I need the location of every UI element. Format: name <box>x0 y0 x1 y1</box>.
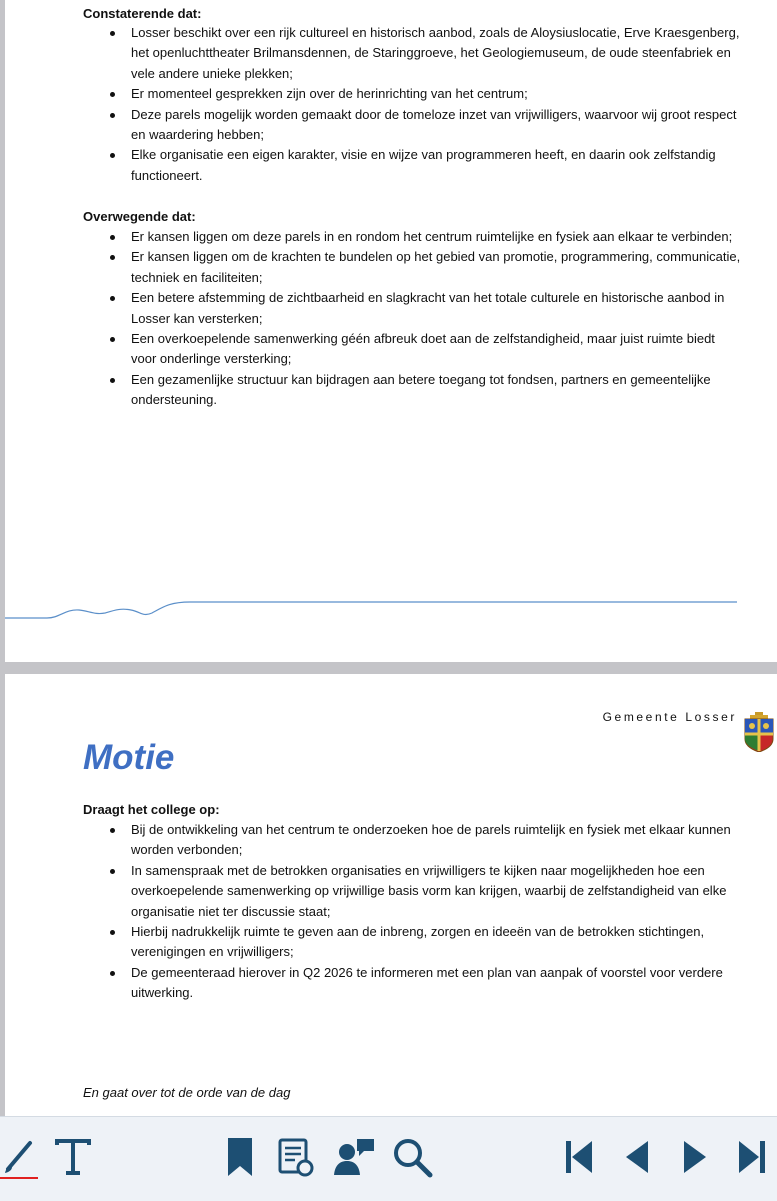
list-item: Deze parels mogelijk worden gemaakt door de tomeloze inzet van vrijwilligers, waarvoor wij groot respect en waardering hebben; <box>83 105 743 146</box>
search-icon[interactable] <box>390 1135 434 1181</box>
text-icon[interactable] <box>52 1135 96 1181</box>
list-item: Hierbij nadrukkelijk ruimte te geven aan de inbreng, zorgen en ideeën van de betrokken stichtingen, verenigingen en vrijwilligers; <box>83 922 743 963</box>
heading-draagt: Draagt het college op: <box>83 802 220 817</box>
notes-icon[interactable] <box>274 1135 318 1181</box>
document-page-2 <box>5 674 777 1116</box>
list-item: Er momenteel gesprekken zijn over de herinrichting van het centrum; <box>83 84 743 104</box>
constaterende-list <box>83 23 743 186</box>
next-page-icon[interactable] <box>676 1135 720 1181</box>
previous-page-icon[interactable] <box>618 1135 662 1181</box>
list-item: Een betere afstemming de zichtbaarheid en slagkracht van het totale culturele en historische aanbod in Losser kan versterken; <box>83 288 743 329</box>
overwegende-list <box>83 227 743 411</box>
org-name: Gemeente Losser <box>602 710 737 724</box>
list-item: Er kansen liggen om deze parels in en rondom het centrum ruimtelijke en fysiek aan elkaar te verbinden; <box>83 227 743 247</box>
draagt-list <box>83 820 743 1004</box>
coat-of-arms-icon <box>743 712 775 752</box>
bottom-toolbar <box>0 1116 777 1201</box>
list-item: Bij de ontwikkeling van het centrum te onderzoeken hoe de parels ruimtelijk en fysiek met elkaar kunnen worden verbonden; <box>83 820 743 861</box>
closing-line: En gaat over tot de orde van de dag <box>83 1085 291 1100</box>
list-item: Een gezamenlijke structuur kan bijdragen aan betere toegang tot fondsen, partners en gemeentelijke ondersteuning. <box>83 370 743 411</box>
document-page-1 <box>5 0 777 662</box>
list-item: De gemeenteraad hierover in Q2 2026 te informeren met een plan van aanpak of voorstel voor verdere uitwerking. <box>83 963 743 1004</box>
footer-wave-line <box>5 596 745 626</box>
heading-overwegende: Overwegende dat: <box>83 209 196 224</box>
list-item: Er kansen liggen om de krachten te bundelen op het gebied van promotie, programmering, communicatie, techniek en faciliteiten; <box>83 247 743 288</box>
list-item: Een overkoepelende samenwerking géén afbreuk doet aan de zelfstandigheid, maar juist ruimte biedt voor onderlinge versterking; <box>83 329 743 370</box>
first-page-icon[interactable] <box>560 1135 604 1181</box>
document-title: Motie <box>83 738 175 777</box>
pen-icon[interactable] <box>0 1135 44 1181</box>
last-page-icon[interactable] <box>733 1135 777 1181</box>
user-comment-icon[interactable] <box>332 1135 376 1181</box>
bookmark-icon[interactable] <box>218 1135 262 1181</box>
list-item: Elke organisatie een eigen karakter, visie en wijze van programmeren heeft, en daarin ook zelfstandig functioneert. <box>83 145 743 186</box>
heading-constaterende: Constaterende dat: <box>83 6 202 21</box>
list-item: In samenspraak met de betrokken organisaties en vrijwilligers te kijken naar mogelijkheden hoe een overkoepelende samenwerking op vrijwillige basis vorm kan krijgen, waarbij de zelfstandigheid van elke organisatie niet ter discussie staat; <box>83 861 743 922</box>
list-item: Losser beschikt over een rijk cultureel en historisch aanbod, zoals de Aloysiuslocatie, Erve Kraesgenberg, het openluchttheater Brilmansdennen, de Staringgroeve, het Geologiemuseum, de oude steenfabriek en vele andere unieke plekken; <box>83 23 743 84</box>
